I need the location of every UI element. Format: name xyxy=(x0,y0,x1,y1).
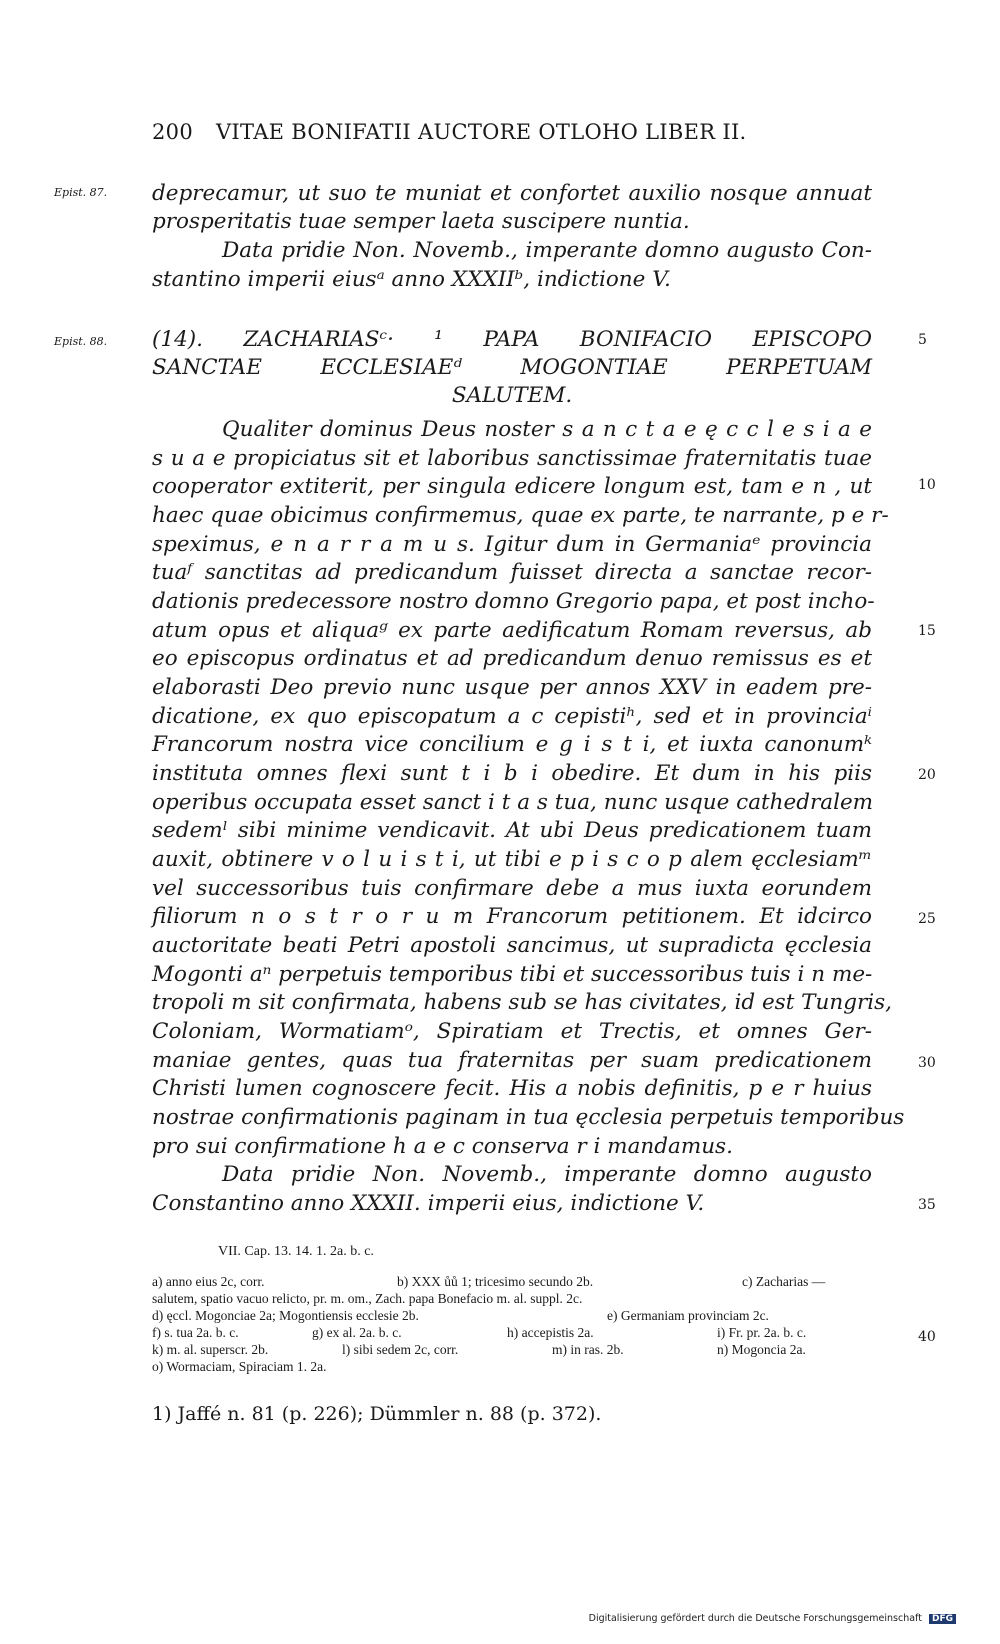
apparatus-row xyxy=(152,1341,872,1358)
text-line: dationis predecessore nostro domno Gregorio papa, et post incho- xyxy=(152,589,875,614)
apparatus-entry: m) in ras. 2b. xyxy=(552,1342,624,1357)
letter-heading: SANCTAE ECCLESIAEᵈ MOGONTIAE PERPETUAM xyxy=(152,355,872,380)
text-line: operibus occupata esset sanct i t a s tua, nunc usque cathedralem xyxy=(152,790,874,815)
text-line: s u a e propiciatus sit et laboribus sanctissimae fraternitatis tuae xyxy=(152,446,872,471)
text-line: Constantino anno XXXII. imperii eius, indictione V. xyxy=(152,1191,705,1216)
line-number: 20 xyxy=(918,767,936,783)
text-line: eo episcopus ordinatus et ad predicandum denuo remissus es et xyxy=(152,646,872,671)
apparatus-entry: f) s. tua 2a. b. c. xyxy=(152,1325,239,1340)
apparatus-entry: b) XXX ůů 1; tricesimo secundo 2b. xyxy=(397,1274,594,1289)
apparatus-row xyxy=(152,1273,872,1290)
text-line: auxit, obtinere v o l u i s t i, ut tibi e p i s c o p alem ęcclesiamᵐ xyxy=(152,847,872,872)
apparatus-entry: a) anno eius 2c, corr. xyxy=(152,1274,265,1289)
text-line: instituta omnes flexi sunt t i b i obedire. Et dum in his piis xyxy=(152,761,872,786)
text-line: Christi lumen cognoscere fecit. His a nobis definitis, p e r huius xyxy=(152,1076,872,1101)
footnote-reference: 1) Jaffé n. 81 (p. 226); Dümmler n. 88 (p. 372). xyxy=(152,1403,602,1425)
text-line: atum opus et aliquaᵍ ex parte aedificatum Romam reversus, ab xyxy=(152,618,872,643)
text-line: filiorum n o s t r o r u m Francorum petitionem. Et idcirco xyxy=(152,904,872,929)
text-line: tropoli m sit confirmata, habens sub se has civitates, id est Tungris, xyxy=(152,990,892,1015)
text-line: deprecamur, ut suo te muniat et confortet auxilio nosque annuat xyxy=(152,181,872,206)
text-line: vel successoribus tuis confirmare debe a mus iuxta eorundem xyxy=(152,876,872,901)
text-line: haec quae obicimus confirmemus, quae ex parte, te narrante, p e r- xyxy=(152,503,889,528)
text-line: elaborasti Deo previo nunc usque per annos XXV in eadem pre- xyxy=(152,675,872,700)
text-line: auctoritate beati Petri apostoli sancimus, ut supradicta ęcclesia xyxy=(152,933,872,958)
line-number: 15 xyxy=(918,623,936,639)
text-line: stantino imperii eiusᵃ anno XXXIIᵇ, indictione V. xyxy=(152,267,671,292)
text-line: sedemˡ sibi minime vendicavit. At ubi Deus predicationem tuam xyxy=(152,818,872,843)
apparatus-entry: l) sibi sedem 2c, corr. xyxy=(342,1342,459,1357)
text-line: cooperator extiterit, per singula edicere longum est, tam e n , ut xyxy=(152,474,872,499)
dfg-logo-icon: DFG xyxy=(929,1614,956,1624)
text-line: Coloniam, Wormatiamᵒ, Spiratiam et Trectis, et omnes Ger- xyxy=(152,1019,872,1044)
letter-heading: SALUTEM. xyxy=(451,383,573,408)
apparatus-entry: d) ęccl. Mogonciae 2a; Mogontiensis ecclesie 2b. xyxy=(152,1308,419,1323)
apparatus-entry: salutem, spatio vacuo relicto, pr. m. om., Zach. papa Bonefacio m. al. suppl. 2c. xyxy=(152,1291,583,1306)
text-line: Mogonti aⁿ perpetuis temporibus tibi et successoribus tuis i n me- xyxy=(152,962,873,987)
text-line: Qualiter dominus Deus noster s a n c t a e ę c c l e s i a e xyxy=(222,417,872,442)
apparatus-entry: i) Fr. pr. 2a. b. c. xyxy=(717,1325,807,1340)
text-line: dicatione, ex quo episcopatum a c cepistiʰ, sed et in provinciaⁱ xyxy=(152,704,872,729)
apparatus-entry: g) ex al. 2a. b. c. xyxy=(312,1325,402,1340)
text-line: maniae gentes, quas tua fraternitas per suam predicationem xyxy=(152,1048,872,1073)
apparatus-row xyxy=(152,1358,872,1375)
line-number: 10 xyxy=(918,477,936,493)
line-number: 35 xyxy=(918,1197,936,1213)
text-line: nostrae confirmationis paginam in tua ęcclesia perpetuis temporibus xyxy=(152,1105,905,1130)
apparatus-entry: k) m. al. superscr. 2b. xyxy=(152,1342,269,1357)
margin-note-epist87: Epist. 87. xyxy=(54,186,108,199)
apparatus-entry: e) Germaniam provinciam 2c. xyxy=(607,1308,769,1323)
line-number: 25 xyxy=(918,911,936,927)
text-line: Data pridie Non. Novemb., imperante domno augusto xyxy=(222,1162,872,1187)
apparatus-row xyxy=(152,1324,872,1341)
letter-heading: (14). ZACHARIASᶜ· ¹ PAPA BONIFACIO EPISCOPO xyxy=(152,327,872,352)
line-number: 5 xyxy=(918,332,927,348)
margin-note-epist88: Epist. 88. xyxy=(54,335,108,348)
page-number: 200 xyxy=(152,120,193,144)
apparatus-entry: n) Mogoncia 2a. xyxy=(717,1342,806,1357)
apparatus-row xyxy=(152,1290,872,1307)
running-header xyxy=(152,120,852,144)
apparatus-row xyxy=(152,1307,872,1324)
digitization-notice xyxy=(589,1613,956,1624)
text-line: prosperitatis tuae semper laeta suscipere nuntia. xyxy=(152,209,690,234)
digitization-text: Digitalisierung gefördert durch die Deutsche Forschungsgemeinschaft xyxy=(588,1613,922,1624)
apparatus-entry: c) Zacharias — xyxy=(742,1274,826,1289)
apparatus-entry: o) Wormaciam, Spiraciam 1. 2a. xyxy=(152,1359,327,1374)
line-number: 30 xyxy=(918,1055,936,1071)
text-line: speximus, e n a r r a m u s. Igitur dum in Germaniaᵉ provincia xyxy=(152,532,872,557)
text-line: pro sui confirmatione h a e c conserva r i mandamus. xyxy=(152,1134,733,1159)
running-title: VITAE BONIFATII AUCTORE OTLOHO LIBER II. xyxy=(215,120,747,144)
apparatus-sources: VII. Cap. 13. 14. 1. 2a. b. c. xyxy=(218,1244,374,1259)
text-line: Data pridie Non. Novemb., imperante domno augusto Con- xyxy=(222,238,872,263)
apparatus-entry: h) accepistis 2a. xyxy=(507,1325,594,1340)
text-line: Francorum nostra vice concilium e g i s t i, et iuxta canonumᵏ xyxy=(152,732,872,757)
text-line: tuaᶠ sanctitas ad predicandum fuisset directa a sanctae recor- xyxy=(152,560,872,585)
line-number: 40 xyxy=(918,1329,936,1345)
